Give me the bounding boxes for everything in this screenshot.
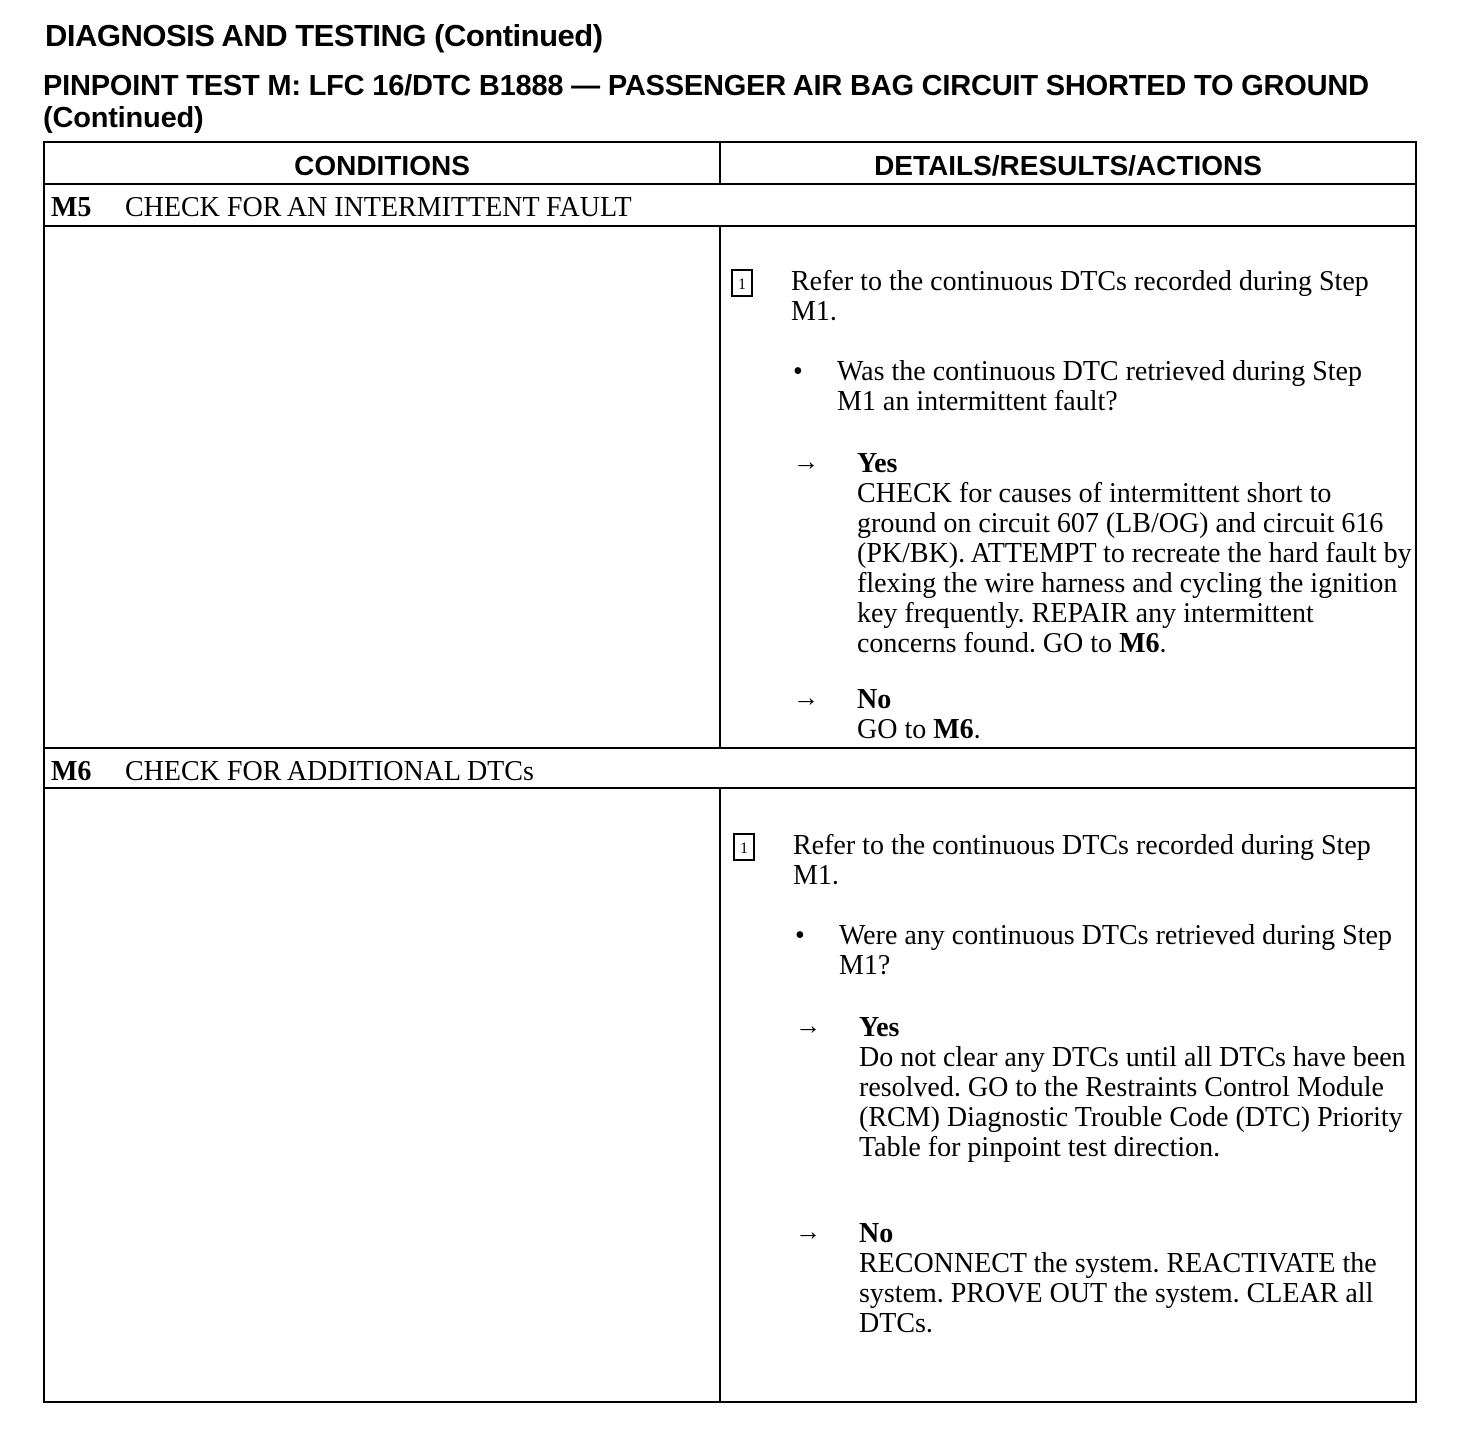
arrow-right-icon: →	[795, 1011, 821, 1040]
no-label: No	[857, 684, 892, 715]
yes-label: Yes	[859, 1012, 900, 1043]
step-m6-question	[795, 920, 1409, 981]
goto-step-m6-link: M6	[933, 714, 974, 745]
step-m5-no-outcome: → No GO to M6.	[857, 685, 1412, 745]
bullet-icon: •	[793, 356, 803, 387]
step-m6-question-text: Were any continuous DTCs retrieved during Step M1?	[839, 920, 1392, 981]
step-m6-substep-number: 1	[733, 833, 755, 861]
pinpoint-test-title: PINPOINT TEST M: LFC 16/DTC B1888 — PASSENGER AIR BAG CIRCUIT SHORTED TO GROUND (Continued)	[43, 70, 1369, 134]
header-column-divider	[719, 143, 721, 185]
step-m6-no-text: RECONNECT the system. REACTIVATE the system. PROVE OUT the system. CLEAR all DTCs.	[859, 1248, 1377, 1339]
conditions-header: CONDITIONS	[294, 150, 470, 181]
step-m6-details	[733, 831, 1413, 1351]
arrow-right-icon: →	[795, 1217, 821, 1246]
step-m5-question	[793, 356, 1407, 417]
no-label: No	[859, 1218, 894, 1249]
step-m6-yes-text: Do not clear any DTCs until all DTCs have been resolved. GO to the Restraints Control Module (RCM) Diagnostic Trouble Code (DTC) Priority Table for pinpoint test direction.	[859, 1042, 1406, 1163]
header-divider	[45, 183, 1415, 185]
m5-row-divider	[45, 225, 1415, 227]
arrow-right-icon: →	[793, 447, 819, 476]
step-m6-row	[51, 753, 534, 791]
step-m5-instruction: Refer to the continuous DTCs recorded during Step M1.	[791, 266, 1369, 327]
step-m6-no-outcome	[795, 1217, 1414, 1339]
m6-column-divider	[719, 787, 721, 1401]
pinpoint-test-table	[43, 141, 1417, 1403]
yes-label: Yes	[857, 448, 898, 479]
m5-section-end	[45, 747, 1415, 749]
step-m5-substep-number: 1	[731, 269, 753, 297]
step-m5-id: M5	[51, 192, 92, 223]
step-m6-title: CHECK FOR ADDITIONAL DTCs	[125, 756, 534, 787]
section-title: DIAGNOSIS AND TESTING (Continued)	[45, 18, 603, 53]
arrow-right-icon: →	[793, 683, 819, 712]
m5-column-divider	[719, 225, 721, 747]
goto-step-m6-link: M6	[1119, 628, 1160, 659]
step-m5-question-text: Was the continuous DTC retrieved during Step M1 an intermittent fault?	[837, 356, 1362, 417]
bullet-icon: •	[795, 920, 805, 951]
step-m6-id: M6	[51, 756, 92, 787]
m6-row-divider	[45, 787, 1415, 789]
step-m5-row	[51, 189, 632, 227]
step-m5-title: CHECK FOR AN INTERMITTENT FAULT	[125, 192, 632, 223]
step-m5-details	[731, 266, 1412, 745]
step-m5-yes-text: CHECK for causes of intermittent short to ground on circuit 607 (LB/OG) and circuit 616 (PK/BK). ATTEMPT to recreate the hard fault by flexing the wire harness and cycling the ignition key frequently. REPAIR any intermittent concerns found. GO to	[857, 478, 1412, 659]
step-m6-instruction: Refer to the continuous DTCs recorded during Step M1.	[793, 830, 1371, 891]
step-m5-no-text: GO to	[857, 714, 927, 745]
step-m5-yes-outcome: → Yes CHECK for causes of intermittent short to ground on circuit 607 (LB/OG) and circuit 616 (PK/BK). ATTEMPT to recreate the hard fault by flexing the wire harness and cycling the ignition key frequently. REPAIR any intermittent concerns found. GO to M6.	[793, 447, 1412, 659]
details-header: DETAILS/RESULTS/ACTIONS	[874, 150, 1262, 181]
step-m6-yes-outcome	[795, 1011, 1414, 1163]
